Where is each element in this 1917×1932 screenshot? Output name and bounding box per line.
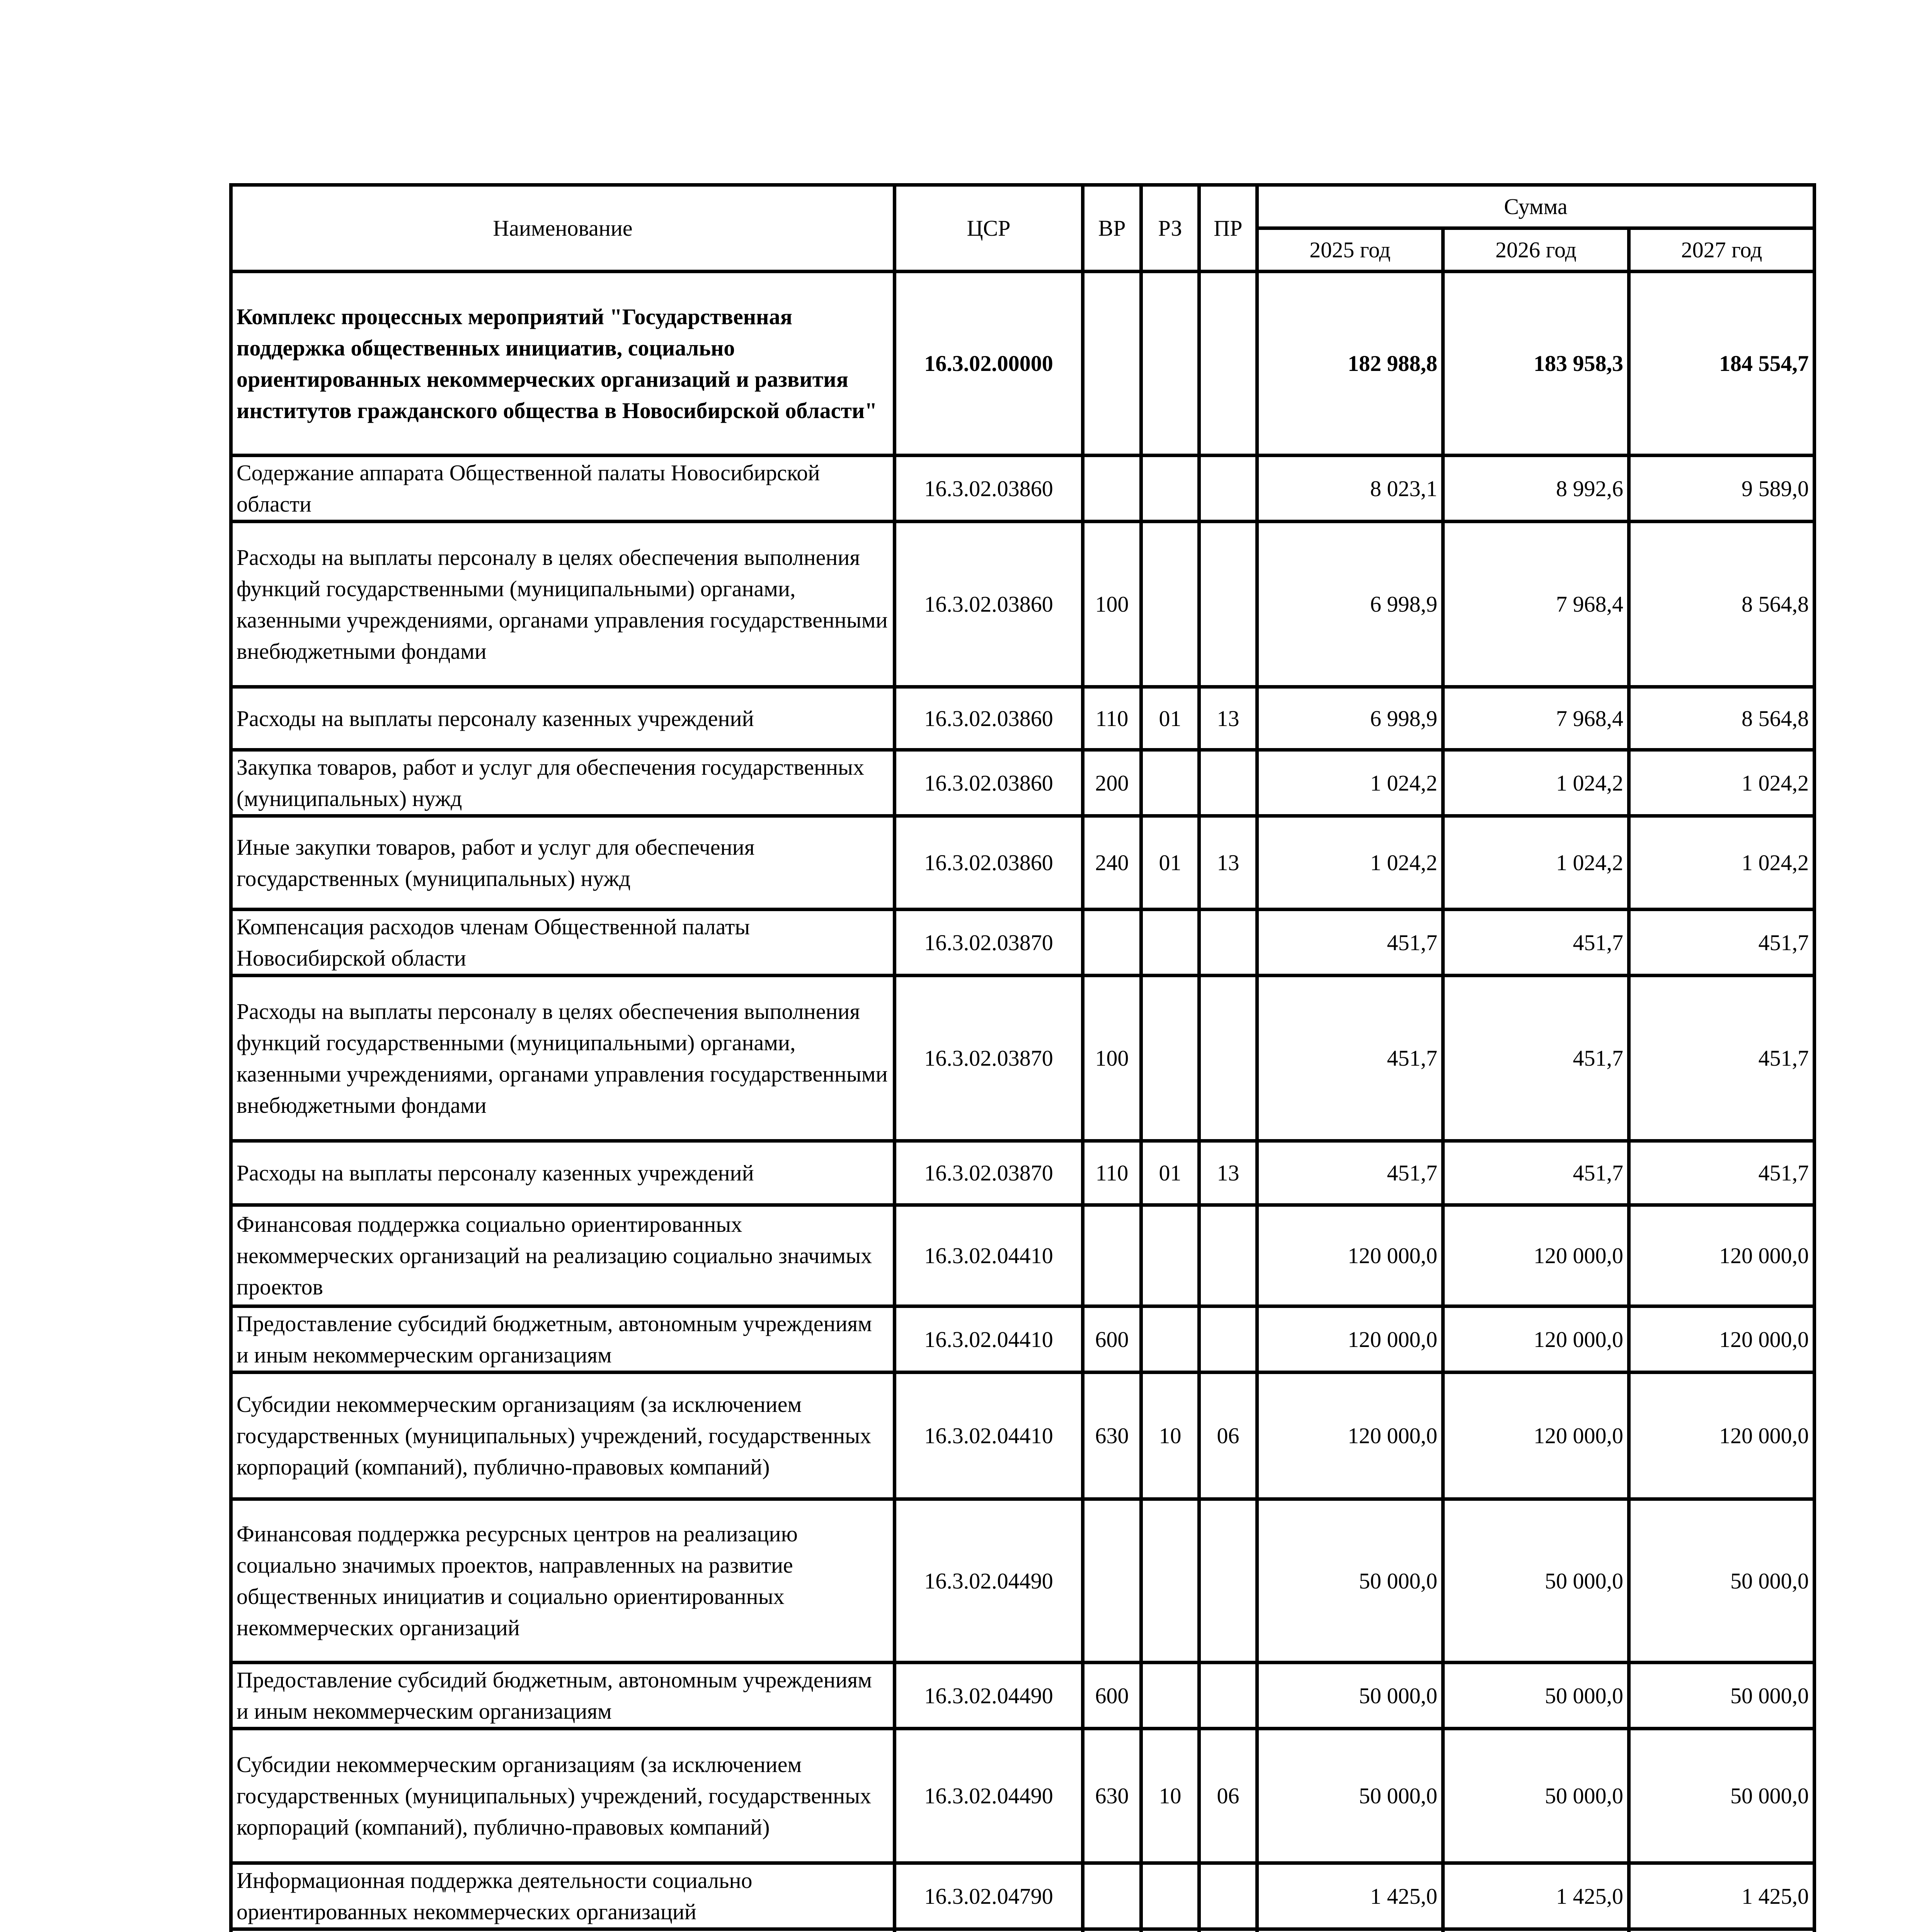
cell-pr — [1199, 456, 1257, 522]
header-sum: Сумма — [1257, 185, 1815, 228]
cell-y2025: 120 000,0 — [1257, 1372, 1443, 1499]
table-row — [231, 1499, 1815, 1663]
cell-rz — [1141, 750, 1199, 816]
cell-y2027: 120 000,0 — [1629, 1306, 1815, 1372]
cell-vr: 100 — [1083, 976, 1141, 1141]
cell-pr: 13 — [1199, 816, 1257, 910]
cell-name: Предоставление субсидий бюджетным, автономным учреждениям и иным некоммерческим организациям — [231, 1306, 895, 1372]
cell-y2026: 50 000,0 — [1443, 1729, 1629, 1863]
cell-rz — [1141, 1306, 1199, 1372]
cell-vr — [1083, 1499, 1141, 1663]
cell-y2027 — [1629, 1929, 1815, 1932]
header-year-2027: 2027 год — [1629, 228, 1815, 272]
cell-y2026: 451,7 — [1443, 976, 1629, 1141]
cell-rz — [1141, 1929, 1199, 1932]
cell-y2025: 1 024,2 — [1257, 750, 1443, 816]
header-vr: ВР — [1083, 185, 1141, 272]
cell-y2025: 6 998,9 — [1257, 522, 1443, 687]
cell-rz: 01 — [1141, 816, 1199, 910]
cell-y2027: 120 000,0 — [1629, 1372, 1815, 1499]
cell-y2026: 183 958,3 — [1443, 272, 1629, 456]
cell-pr — [1199, 1929, 1257, 1932]
cell-y2027: 50 000,0 — [1629, 1499, 1815, 1663]
table-row — [231, 522, 1815, 687]
cell-rz — [1141, 976, 1199, 1141]
cell-rz — [1141, 1663, 1199, 1729]
cell-pr — [1199, 272, 1257, 456]
cell-y2025: 120 000,0 — [1257, 1205, 1443, 1306]
cell-pr — [1199, 1306, 1257, 1372]
cell-csr: 16.3.02.04490 — [895, 1729, 1083, 1863]
cell-csr: 16.3.02.03870 — [895, 910, 1083, 976]
table-row — [231, 750, 1815, 816]
cell-name: Расходы на выплаты персоналу в целях обеспечения выполнения функций государственными (муниципальными) органами, казенными учреждениями, органами управления государственными внебюджетными фондами — [231, 976, 895, 1141]
table-row — [231, 1863, 1815, 1929]
cell-csr: 16.3.02.03860 — [895, 750, 1083, 816]
cell-y2027: 1 024,2 — [1629, 816, 1815, 910]
cell-csr: 16.3.02.03860 — [895, 522, 1083, 687]
cell-y2025: 451,7 — [1257, 976, 1443, 1141]
cell-y2026: 50 000,0 — [1443, 1663, 1629, 1729]
cell-csr: 16.3.02.04490 — [895, 1499, 1083, 1663]
header-rz: РЗ — [1141, 185, 1199, 272]
cell-y2026 — [1443, 1929, 1629, 1932]
cell-y2025: 8 023,1 — [1257, 456, 1443, 522]
cell-rz — [1141, 456, 1199, 522]
header-csr: ЦСР — [895, 185, 1083, 272]
cell-y2025: 451,7 — [1257, 1141, 1443, 1205]
cell-name: Закупка товаров, работ и услуг для обеспечения государственных (муниципальных) нужд — [231, 750, 895, 816]
cell-y2026: 1 024,2 — [1443, 816, 1629, 910]
cell-pr — [1199, 910, 1257, 976]
cell-pr: 13 — [1199, 1141, 1257, 1205]
cell-rz — [1141, 1863, 1199, 1929]
cell-y2025: 50 000,0 — [1257, 1729, 1443, 1863]
table-row — [231, 1141, 1815, 1205]
cell-y2025: 1 425,0 — [1257, 1863, 1443, 1929]
cell-y2025 — [1257, 1929, 1443, 1932]
cell-rz: 10 — [1141, 1372, 1199, 1499]
table-row — [231, 272, 1815, 456]
cell-y2026: 451,7 — [1443, 910, 1629, 976]
cell-csr: 16.3.02.04410 — [895, 1306, 1083, 1372]
cell-y2026: 50 000,0 — [1443, 1499, 1629, 1663]
cell-y2027: 451,7 — [1629, 976, 1815, 1141]
cell-y2026: 7 968,4 — [1443, 522, 1629, 687]
cell-rz — [1141, 910, 1199, 976]
cell-y2026: 120 000,0 — [1443, 1205, 1629, 1306]
cell-pr — [1199, 1205, 1257, 1306]
cell-name: Комплекс процессных мероприятий "Государственная поддержка общественных инициатив, социально ориентированных некоммерческих организаций и развития институтов гражданского общества в Новосибирской области" — [231, 272, 895, 456]
cell-vr — [1083, 1205, 1141, 1306]
cell-csr — [895, 1929, 1083, 1932]
cell-y2026: 451,7 — [1443, 1141, 1629, 1205]
cell-y2027: 50 000,0 — [1629, 1663, 1815, 1729]
cell-y2027: 50 000,0 — [1629, 1729, 1815, 1863]
header-name: Наименование — [231, 185, 895, 272]
cell-name: Содержание аппарата Общественной палаты Новосибирской области — [231, 456, 895, 522]
cell-y2026: 1 425,0 — [1443, 1863, 1629, 1929]
cell-csr: 16.3.02.00000 — [895, 272, 1083, 456]
cell-y2025: 120 000,0 — [1257, 1306, 1443, 1372]
cell-csr: 16.3.02.04410 — [895, 1372, 1083, 1499]
cell-vr: 110 — [1083, 1141, 1141, 1205]
table-row — [231, 456, 1815, 522]
cell-rz — [1141, 522, 1199, 687]
table-row — [231, 816, 1815, 910]
cell-name: Расходы на выплаты персоналу казенных учреждений — [231, 1141, 895, 1205]
cell-pr — [1199, 1663, 1257, 1729]
cell-pr — [1199, 1863, 1257, 1929]
cell-name — [231, 1929, 895, 1932]
cell-y2026: 120 000,0 — [1443, 1372, 1629, 1499]
cell-rz — [1141, 1499, 1199, 1663]
cell-vr: 200 — [1083, 750, 1141, 816]
cell-y2025: 50 000,0 — [1257, 1663, 1443, 1729]
cell-vr: 600 — [1083, 1306, 1141, 1372]
cell-vr: 600 — [1083, 1663, 1141, 1729]
header-year-2026: 2026 год — [1443, 228, 1629, 272]
table-row — [231, 1663, 1815, 1729]
cell-y2027: 451,7 — [1629, 1141, 1815, 1205]
cell-pr: 13 — [1199, 687, 1257, 750]
table-row — [231, 1205, 1815, 1306]
cell-name: Информационная поддержка деятельности социально ориентированных некоммерческих организаций — [231, 1863, 895, 1929]
cell-pr — [1199, 976, 1257, 1141]
cell-vr — [1083, 456, 1141, 522]
cell-pr — [1199, 750, 1257, 816]
cell-y2027: 8 564,8 — [1629, 687, 1815, 750]
cell-name: Субсидии некоммерческим организациям (за исключением государственных (муниципальных) учреждений, государственных корпораций (компаний), публично-правовых компаний) — [231, 1372, 895, 1499]
cell-y2027: 9 589,0 — [1629, 456, 1815, 522]
cell-vr: 630 — [1083, 1372, 1141, 1499]
cell-y2027: 184 554,7 — [1629, 272, 1815, 456]
cell-csr: 16.3.02.04410 — [895, 1205, 1083, 1306]
cell-y2027: 451,7 — [1629, 910, 1815, 976]
cell-csr: 16.3.02.03860 — [895, 687, 1083, 750]
cell-name: Компенсация расходов членам Общественной палаты Новосибирской области — [231, 910, 895, 976]
cell-name: Субсидии некоммерческим организациям (за исключением государственных (муниципальных) учреждений, государственных корпораций (компаний), публично-правовых компаний) — [231, 1729, 895, 1863]
cell-pr — [1199, 522, 1257, 687]
cell-rz: 01 — [1141, 687, 1199, 750]
table-row — [231, 1929, 1815, 1932]
cell-vr: 100 — [1083, 522, 1141, 687]
cell-rz: 01 — [1141, 1141, 1199, 1205]
cell-pr — [1199, 1499, 1257, 1663]
table-body — [231, 272, 1815, 1932]
cell-y2025: 6 998,9 — [1257, 687, 1443, 750]
cell-csr: 16.3.02.03870 — [895, 1141, 1083, 1205]
cell-y2025: 50 000,0 — [1257, 1499, 1443, 1663]
cell-y2026: 8 992,6 — [1443, 456, 1629, 522]
cell-y2027: 8 564,8 — [1629, 522, 1815, 687]
table-row — [231, 687, 1815, 750]
cell-pr: 06 — [1199, 1372, 1257, 1499]
cell-name: Расходы на выплаты персоналу казенных учреждений — [231, 687, 895, 750]
cell-name: Иные закупки товаров, работ и услуг для обеспечения государственных (муниципальных) нужд — [231, 816, 895, 910]
cell-rz — [1141, 1205, 1199, 1306]
table-row — [231, 1372, 1815, 1499]
cell-name: Финансовая поддержка ресурсных центров на реализацию социально значимых проектов, направленных на развитие общественных инициатив и социально ориентированных некоммерческих организаций — [231, 1499, 895, 1663]
cell-csr: 16.3.02.04790 — [895, 1863, 1083, 1929]
cell-csr: 16.3.02.03870 — [895, 976, 1083, 1141]
cell-vr: 240 — [1083, 816, 1141, 910]
budget-table — [229, 183, 1816, 1932]
header-year-2025: 2025 год — [1257, 228, 1443, 272]
cell-vr — [1083, 272, 1141, 456]
table-header — [231, 185, 1815, 272]
cell-y2025: 182 988,8 — [1257, 272, 1443, 456]
cell-rz — [1141, 272, 1199, 456]
cell-csr: 16.3.02.04490 — [895, 1663, 1083, 1729]
cell-csr: 16.3.02.03860 — [895, 816, 1083, 910]
header-pr: ПР — [1199, 185, 1257, 272]
cell-name: Финансовая поддержка социально ориентированных некоммерческих организаций на реализацию социально значимых проектов — [231, 1205, 895, 1306]
table-row — [231, 976, 1815, 1141]
cell-y2027: 1 024,2 — [1629, 750, 1815, 816]
cell-y2027: 120 000,0 — [1629, 1205, 1815, 1306]
cell-y2026: 1 024,2 — [1443, 750, 1629, 816]
cell-y2027: 1 425,0 — [1629, 1863, 1815, 1929]
cell-vr — [1083, 910, 1141, 976]
cell-pr: 06 — [1199, 1729, 1257, 1863]
cell-y2025: 451,7 — [1257, 910, 1443, 976]
cell-y2025: 1 024,2 — [1257, 816, 1443, 910]
table-row — [231, 1729, 1815, 1863]
table-row — [231, 910, 1815, 976]
cell-name: Предоставление субсидий бюджетным, автономным учреждениям и иным некоммерческим организациям — [231, 1663, 895, 1729]
cell-vr: 110 — [1083, 687, 1141, 750]
cell-vr — [1083, 1863, 1141, 1929]
cell-y2026: 120 000,0 — [1443, 1306, 1629, 1372]
cell-y2026: 7 968,4 — [1443, 687, 1629, 750]
table-row — [231, 1306, 1815, 1372]
cell-csr: 16.3.02.03860 — [895, 456, 1083, 522]
cell-name: Расходы на выплаты персоналу в целях обеспечения выполнения функций государственными (муниципальными) органами, казенными учреждениями, органами управления государственными внебюджетными фондами — [231, 522, 895, 687]
cell-vr — [1083, 1929, 1141, 1932]
cell-vr: 630 — [1083, 1729, 1141, 1863]
cell-rz: 10 — [1141, 1729, 1199, 1863]
